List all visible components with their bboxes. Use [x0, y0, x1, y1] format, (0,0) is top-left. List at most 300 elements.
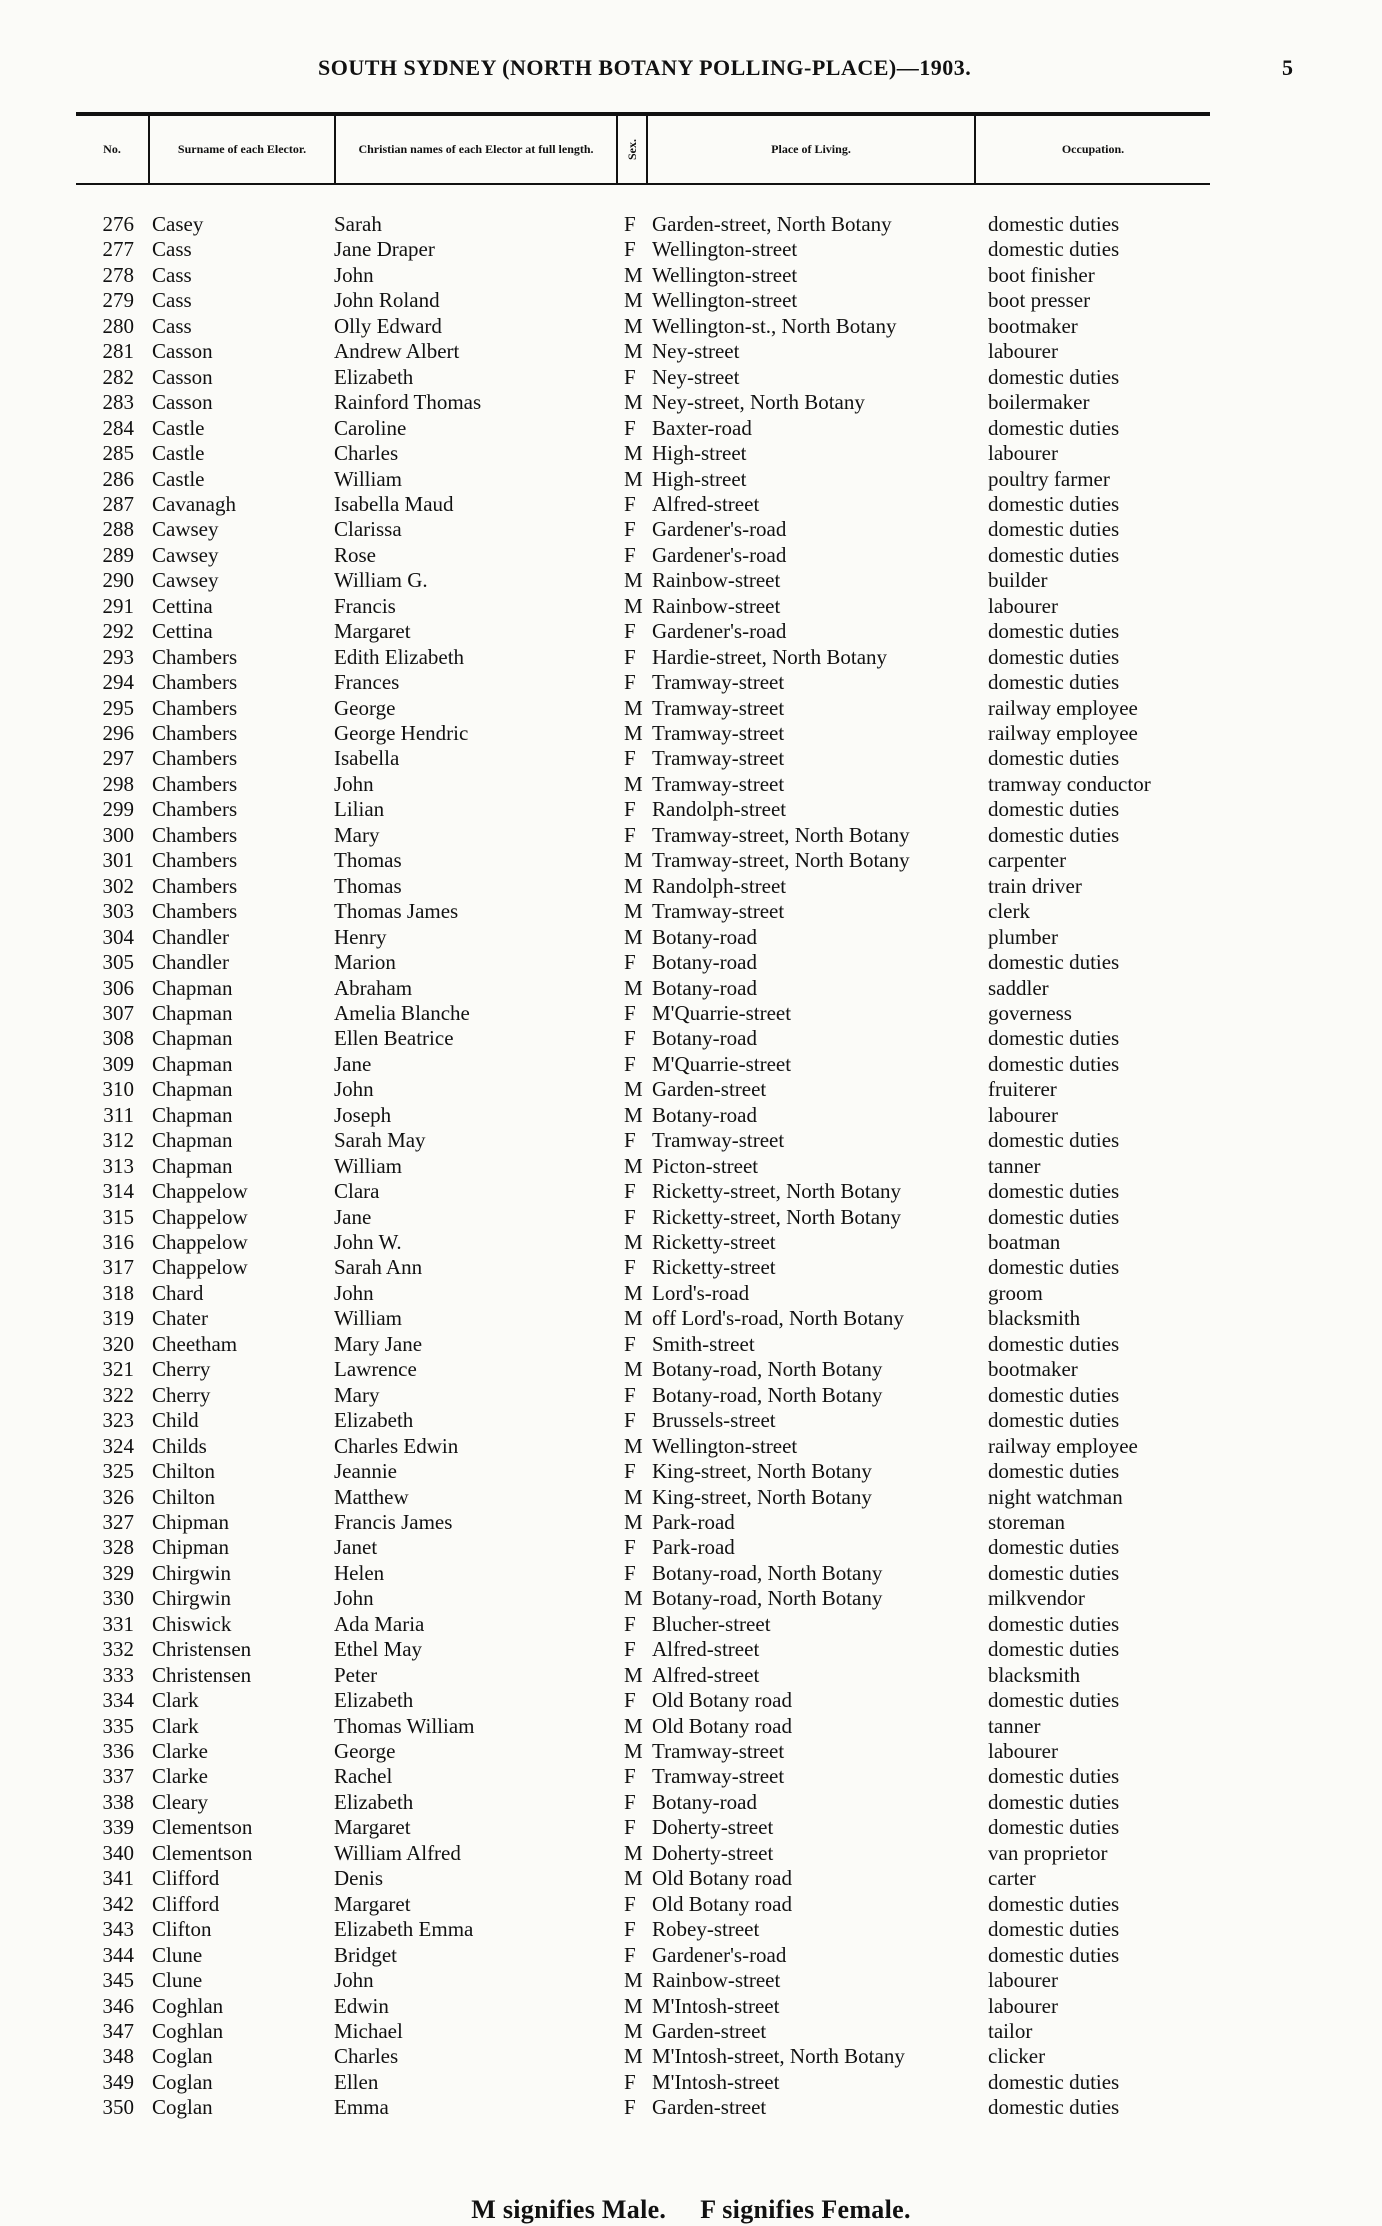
- elector-number: 320: [102, 1331, 134, 1356]
- elector-christian-names: Rachel: [334, 1764, 393, 1789]
- elector-occupation: labourer: [988, 441, 1058, 466]
- elector-christian-names: Peter: [334, 1662, 378, 1687]
- table-row: [0, 1128, 1382, 1154]
- elector-christian-names: Matthew: [334, 1484, 409, 1509]
- elector-sex: F: [624, 542, 636, 567]
- elector-number: 309: [102, 1051, 134, 1076]
- table-row: [0, 925, 1382, 951]
- table-row: [0, 1790, 1382, 1816]
- elector-occupation: domestic duties: [988, 212, 1120, 236]
- elector-surname: Chard: [152, 1280, 204, 1305]
- elector-place-of-living: Botany-road, North Botany: [652, 1357, 883, 1382]
- elector-occupation: tailor: [988, 2018, 1033, 2043]
- elector-place-of-living: Tramway-street: [652, 1764, 785, 1789]
- elector-number: 344: [102, 1942, 134, 1967]
- elector-occupation: domestic duties: [988, 1051, 1120, 1076]
- elector-number: 299: [102, 797, 134, 822]
- elector-place-of-living: Ney-street: [652, 339, 740, 364]
- elector-christian-names: John: [334, 771, 374, 796]
- table-row: [0, 746, 1382, 772]
- table-row: [0, 1434, 1382, 1460]
- elector-sex: M: [624, 390, 643, 415]
- elector-christian-names: Amelia Blanche: [334, 1000, 470, 1025]
- elector-christian-names: Francis: [334, 593, 396, 618]
- elector-surname: Clifton: [152, 1917, 212, 1942]
- elector-number: 296: [102, 721, 134, 745]
- elector-number: 294: [102, 670, 134, 695]
- table-row: [0, 2070, 1382, 2096]
- elector-surname: Chiswick: [152, 1611, 232, 1636]
- table-row: [0, 594, 1382, 620]
- elector-number: 287: [102, 491, 134, 516]
- elector-sex: M: [624, 1662, 643, 1687]
- elector-occupation: bootmaker: [988, 313, 1078, 338]
- elector-sex: F: [624, 1128, 636, 1153]
- elector-surname: Chapman: [152, 1102, 233, 1127]
- table-row: [0, 1586, 1382, 1612]
- elector-christian-names: John W.: [334, 1230, 402, 1254]
- elector-christian-names: William G.: [334, 568, 428, 593]
- elector-number: 342: [102, 1891, 134, 1916]
- table-row: [0, 1739, 1382, 1765]
- elector-sex: F: [624, 1560, 636, 1585]
- elector-occupation: tanner: [988, 1153, 1041, 1178]
- table-row: [0, 1408, 1382, 1434]
- elector-sex: M: [624, 721, 643, 745]
- elector-number: 318: [102, 1280, 134, 1305]
- table-row: [0, 797, 1382, 823]
- elector-number: 293: [102, 644, 134, 669]
- elector-place-of-living: Botany-road: [652, 1789, 757, 1814]
- elector-number: 301: [102, 848, 134, 873]
- table-row: [0, 365, 1382, 391]
- elector-sex: F: [624, 1000, 636, 1025]
- elector-number: 302: [102, 873, 134, 898]
- elector-surname: Christensen: [152, 1637, 252, 1662]
- elector-number: 277: [102, 237, 134, 262]
- elector-number: 288: [102, 517, 134, 542]
- elector-place-of-living: Picton-street: [652, 1153, 759, 1178]
- table-row: [0, 2044, 1382, 2070]
- elector-occupation: blacksmith: [988, 1662, 1081, 1687]
- elector-sex: M: [624, 2044, 643, 2069]
- elector-christian-names: Charles: [334, 2044, 399, 2069]
- elector-number: 308: [102, 1026, 134, 1051]
- elector-surname: Chapman: [152, 1077, 233, 1102]
- elector-occupation: bootmaker: [988, 1357, 1078, 1382]
- elector-christian-names: Elizabeth: [334, 1688, 414, 1713]
- elector-christian-names: John: [334, 1968, 374, 1993]
- elector-occupation: domestic duties: [988, 1789, 1120, 1814]
- elector-occupation: labourer: [988, 1102, 1058, 1127]
- elector-number: 348: [102, 2044, 134, 2069]
- elector-christian-names: William: [334, 1153, 402, 1178]
- elector-surname: Casson: [152, 339, 213, 364]
- elector-place-of-living: Alfred-street: [652, 1662, 760, 1687]
- elector-sex: F: [624, 950, 636, 975]
- elector-place-of-living: Rainbow-street: [652, 568, 781, 593]
- elector-occupation: domestic duties: [988, 1764, 1120, 1789]
- elector-number: 295: [102, 695, 134, 720]
- elector-christian-names: Jane: [334, 1204, 372, 1229]
- elector-sex: M: [624, 262, 643, 287]
- elector-sex: M: [624, 1433, 643, 1458]
- elector-surname: Castle: [152, 466, 205, 491]
- elector-occupation: labourer: [988, 1739, 1058, 1763]
- elector-number: 290: [102, 568, 134, 593]
- page-title: SOUTH SYDNEY (NORTH BOTANY POLLING-PLACE)—1903.: [318, 55, 972, 80]
- elector-number: 279: [102, 288, 134, 313]
- elector-number: 325: [102, 1459, 134, 1484]
- elector-christian-names: Thomas William: [334, 1713, 475, 1738]
- elector-place-of-living: Rainbow-street: [652, 1968, 781, 1993]
- table-row: [0, 339, 1382, 365]
- elector-surname: Chapman: [152, 975, 233, 1000]
- elector-occupation: railway employee: [988, 695, 1138, 720]
- table-row: [0, 1663, 1382, 1689]
- elector-christian-names: Jane: [334, 1051, 372, 1076]
- elector-occupation: fruiterer: [988, 1077, 1057, 1102]
- elector-place-of-living: Hardie-street, North Botany: [652, 644, 888, 669]
- elector-place-of-living: Old Botany road: [652, 1866, 792, 1891]
- elector-christian-names: Abraham: [334, 975, 413, 1000]
- elector-christian-names: John: [334, 1586, 374, 1611]
- table-row: [0, 721, 1382, 747]
- elector-place-of-living: Garden-street, North Botany: [652, 212, 892, 236]
- elector-sex: F: [624, 619, 636, 644]
- table-row: [0, 950, 1382, 976]
- elector-sex: F: [624, 1611, 636, 1636]
- elector-surname: Cavanagh: [152, 491, 236, 516]
- elector-number: 324: [102, 1433, 134, 1458]
- elector-sex: M: [624, 771, 643, 796]
- elector-christian-names: Denis: [334, 1866, 383, 1891]
- elector-surname: Chirgwin: [152, 1560, 231, 1585]
- elector-surname: Casson: [152, 364, 213, 389]
- elector-surname: Chipman: [152, 1509, 229, 1534]
- elector-occupation: domestic duties: [988, 1255, 1120, 1280]
- elector-number: 329: [102, 1560, 134, 1585]
- elector-christian-names: Thomas: [334, 848, 402, 873]
- elector-sex: M: [624, 1739, 643, 1763]
- elector-place-of-living: High-street: [652, 441, 747, 466]
- elector-surname: Chandler: [152, 924, 229, 949]
- elector-christian-names: Sarah Ann: [334, 1255, 423, 1280]
- elector-place-of-living: Alfred-street: [652, 1637, 760, 1662]
- table-row: [0, 1764, 1382, 1790]
- column-header-occupation: Occupation.: [974, 116, 1210, 183]
- elector-christian-names: Jane Draper: [334, 237, 435, 262]
- elector-occupation: domestic duties: [988, 2069, 1120, 2094]
- elector-christian-names: Mary Jane: [334, 1331, 423, 1356]
- elector-place-of-living: Wellington-st., North Botany: [652, 313, 897, 338]
- table-row: [0, 772, 1382, 798]
- elector-surname: Chambers: [152, 670, 238, 695]
- table-row: [0, 390, 1382, 416]
- elector-number: 276: [102, 212, 134, 236]
- elector-occupation: train driver: [988, 873, 1082, 898]
- elector-occupation: domestic duties: [988, 491, 1120, 516]
- elector-christian-names: Clarissa: [334, 517, 402, 542]
- elector-number: 319: [102, 1306, 134, 1331]
- elector-surname: Coglan: [152, 2044, 213, 2069]
- elector-christian-names: Bridget: [334, 1942, 397, 1967]
- elector-christian-names: Margaret: [334, 1891, 411, 1916]
- elector-number: 315: [102, 1204, 134, 1229]
- elector-surname: Casson: [152, 390, 213, 415]
- elector-sex: F: [624, 1637, 636, 1662]
- elector-place-of-living: King-street, North Botany: [652, 1484, 872, 1509]
- elector-sex: M: [624, 2018, 643, 2043]
- elector-occupation: domestic duties: [988, 1459, 1120, 1484]
- table-row: [0, 1052, 1382, 1078]
- elector-number: 312: [102, 1128, 134, 1153]
- elector-sex: F: [624, 1917, 636, 1942]
- elector-christian-names: Thomas: [334, 873, 402, 898]
- elector-occupation: domestic duties: [988, 1891, 1120, 1916]
- elector-sex: F: [624, 1459, 636, 1484]
- elector-occupation: railway employee: [988, 1433, 1138, 1458]
- elector-surname: Chilton: [152, 1459, 216, 1484]
- table-row: [0, 1205, 1382, 1231]
- male-legend: M signifies Male.: [471, 2195, 667, 2224]
- table-row: [0, 1917, 1382, 1943]
- elector-number: 332: [102, 1637, 134, 1662]
- elector-surname: Clarke: [152, 1739, 208, 1763]
- elector-place-of-living: M'Quarrie-street: [652, 1051, 792, 1076]
- elector-place-of-living: Wellington-street: [652, 262, 798, 287]
- elector-surname: Chappelow: [152, 1204, 248, 1229]
- elector-occupation: domestic duties: [988, 1560, 1120, 1585]
- elector-sex: F: [624, 644, 636, 669]
- elector-surname: Coglan: [152, 2095, 213, 2120]
- table-row: [0, 1637, 1382, 1663]
- elector-christian-names: Margaret: [334, 1815, 411, 1840]
- elector-number: 347: [102, 2018, 134, 2043]
- elector-place-of-living: Garden-street: [652, 1077, 767, 1102]
- elector-place-of-living: Wellington-street: [652, 288, 798, 313]
- elector-number: 338: [102, 1789, 134, 1814]
- elector-surname: Chilton: [152, 1484, 216, 1509]
- elector-number: 292: [102, 619, 134, 644]
- elector-place-of-living: Garden-street: [652, 2018, 767, 2043]
- elector-place-of-living: Wellington-street: [652, 1433, 798, 1458]
- table-row: [0, 416, 1382, 442]
- elector-surname: Chambers: [152, 771, 238, 796]
- elector-sex: M: [624, 1866, 643, 1891]
- elector-occupation: domestic duties: [988, 670, 1120, 695]
- elector-occupation: boot presser: [988, 288, 1091, 313]
- elector-sex: F: [624, 1382, 636, 1407]
- elector-number: 321: [102, 1357, 134, 1382]
- elector-surname: Chambers: [152, 899, 238, 924]
- elector-surname: Casey: [152, 212, 204, 236]
- elector-place-of-living: M'Intosh-street: [652, 2069, 780, 2094]
- elector-surname: Clune: [152, 1942, 203, 1967]
- table-row: [0, 441, 1382, 467]
- elector-place-of-living: Randolph-street: [652, 797, 787, 822]
- elector-occupation: domestic duties: [988, 1611, 1120, 1636]
- table-row: [0, 1688, 1382, 1714]
- elector-christian-names: Elizabeth: [334, 1408, 414, 1433]
- table-row: [0, 568, 1382, 594]
- elector-number: 291: [102, 593, 134, 618]
- elector-sex: M: [624, 1077, 643, 1102]
- elector-occupation: domestic duties: [988, 1688, 1120, 1713]
- table-row: [0, 1535, 1382, 1561]
- table-row: [0, 237, 1382, 263]
- elector-number: 304: [102, 924, 134, 949]
- elector-christian-names: Isabella: [334, 746, 400, 771]
- elector-number: 286: [102, 466, 134, 491]
- elector-christian-names: George Hendric: [334, 721, 469, 745]
- elector-occupation: domestic duties: [988, 746, 1120, 771]
- table-row: [0, 899, 1382, 925]
- table-row: [0, 823, 1382, 849]
- elector-surname: Cawsey: [152, 517, 219, 542]
- elector-occupation: domestic duties: [988, 1128, 1120, 1153]
- elector-occupation: domestic duties: [988, 415, 1120, 440]
- elector-number: 337: [102, 1764, 134, 1789]
- elector-place-of-living: Robey-street: [652, 1917, 760, 1942]
- elector-surname: Cheetham: [152, 1331, 238, 1356]
- elector-place-of-living: Doherty-street: [652, 1815, 774, 1840]
- elector-sex: F: [624, 822, 636, 847]
- elector-place-of-living: Botany-road, North Botany: [652, 1586, 883, 1611]
- elector-occupation: night watchman: [988, 1484, 1123, 1509]
- elector-surname: Chappelow: [152, 1255, 248, 1280]
- elector-occupation: domestic duties: [988, 542, 1120, 567]
- elector-surname: Cettina: [152, 619, 213, 644]
- elector-number: 340: [102, 1840, 134, 1865]
- elector-sex: F: [624, 212, 636, 236]
- elector-occupation: clicker: [988, 2044, 1046, 2069]
- elector-number: 345: [102, 1968, 134, 1993]
- elector-place-of-living: Gardener's-road: [652, 542, 787, 567]
- elector-number: 282: [102, 364, 134, 389]
- table-row: [0, 1357, 1382, 1383]
- elector-christian-names: George: [334, 695, 396, 720]
- elector-surname: Child: [152, 1408, 199, 1433]
- elector-surname: Cass: [152, 313, 192, 338]
- elector-occupation: clerk: [988, 899, 1030, 924]
- table-row: [0, 1281, 1382, 1307]
- elector-number: 350: [102, 2095, 134, 2120]
- elector-surname: Chappelow: [152, 1230, 248, 1254]
- column-header-row: [76, 112, 1210, 185]
- elector-place-of-living: Tramway-street: [652, 721, 785, 745]
- elector-christian-names: Janet: [334, 1535, 378, 1560]
- elector-christian-names: George: [334, 1739, 396, 1763]
- elector-place-of-living: Tramway-street: [652, 670, 785, 695]
- elector-sex: F: [624, 1688, 636, 1713]
- elector-sex: F: [624, 1408, 636, 1433]
- table-row: [0, 1103, 1382, 1129]
- elector-occupation: domestic duties: [988, 1535, 1120, 1560]
- elector-christian-names: Sarah May: [334, 1128, 426, 1153]
- table-row: [0, 2095, 1382, 2121]
- elector-number: 280: [102, 313, 134, 338]
- table-row: [0, 1459, 1382, 1485]
- table-row: [0, 670, 1382, 696]
- elector-sex: M: [624, 441, 643, 466]
- elector-surname: Cherry: [152, 1382, 211, 1407]
- elector-occupation: labourer: [988, 339, 1058, 364]
- elector-place-of-living: Ricketty-street: [652, 1230, 776, 1254]
- elector-place-of-living: Tramway-street: [652, 771, 785, 796]
- elector-number: 297: [102, 746, 134, 771]
- elector-sex: M: [624, 899, 643, 924]
- elector-sex: F: [624, 1789, 636, 1814]
- elector-occupation: tramway conductor: [988, 771, 1151, 796]
- elector-number: 298: [102, 771, 134, 796]
- elector-occupation: poultry farmer: [988, 466, 1110, 491]
- elector-number: 328: [102, 1535, 134, 1560]
- elector-sex: F: [624, 1942, 636, 1967]
- column-header-christian-names: Christian names of each Elector at full length.: [334, 116, 616, 183]
- table-row: [0, 1255, 1382, 1281]
- column-header-sex: Sex.: [616, 116, 646, 183]
- elector-surname: Chambers: [152, 822, 238, 847]
- elector-number: 317: [102, 1255, 134, 1280]
- elector-occupation: domestic duties: [988, 1637, 1120, 1662]
- table-row: [0, 1943, 1382, 1969]
- elector-christian-names: Elizabeth: [334, 1789, 414, 1814]
- elector-surname: Chambers: [152, 848, 238, 873]
- elector-christian-names: William Alfred: [334, 1840, 461, 1865]
- elector-place-of-living: Botany-road, North Botany: [652, 1382, 883, 1407]
- elector-number: 307: [102, 1000, 134, 1025]
- elector-sex: F: [624, 1535, 636, 1560]
- elector-place-of-living: Wellington-street: [652, 237, 798, 262]
- elector-christian-names: Lilian: [334, 797, 385, 822]
- elector-place-of-living: Ricketty-street, North Botany: [652, 1204, 902, 1229]
- elector-place-of-living: Tramway-street: [652, 899, 785, 924]
- elector-place-of-living: Botany-road: [652, 975, 757, 1000]
- elector-surname: Clarke: [152, 1764, 208, 1789]
- elector-place-of-living: Old Botany road: [652, 1891, 792, 1916]
- elector-christian-names: Michael: [334, 2018, 403, 2043]
- elector-place-of-living: Blucher-street: [652, 1611, 771, 1636]
- elector-place-of-living: Baxter-road: [652, 415, 752, 440]
- elector-surname: Cass: [152, 237, 192, 262]
- female-legend: F signifies Female.: [700, 2195, 911, 2224]
- elector-surname: Chirgwin: [152, 1586, 231, 1611]
- elector-sex: M: [624, 1484, 643, 1509]
- elector-number: 346: [102, 1993, 134, 2018]
- elector-sex: F: [624, 517, 636, 542]
- elector-sex: F: [624, 1891, 636, 1916]
- elector-surname: Clune: [152, 1968, 203, 1993]
- table-row: [0, 212, 1382, 238]
- elector-number: 281: [102, 339, 134, 364]
- table-row: [0, 492, 1382, 518]
- elector-christian-names: Ellen: [334, 2069, 379, 2094]
- table-row: [0, 1026, 1382, 1052]
- elector-place-of-living: Rainbow-street: [652, 593, 781, 618]
- column-header-surname: Surname of each Elector.: [148, 116, 334, 183]
- elector-number: 305: [102, 950, 134, 975]
- elector-christian-names: John: [334, 1280, 374, 1305]
- elector-place-of-living: Ricketty-street: [652, 1255, 776, 1280]
- elector-occupation: labourer: [988, 1968, 1058, 1993]
- elector-place-of-living: Ricketty-street, North Botany: [652, 1179, 902, 1204]
- elector-number: 326: [102, 1484, 134, 1509]
- elector-number: 289: [102, 542, 134, 567]
- elector-occupation: domestic duties: [988, 237, 1120, 262]
- elector-surname: Clifford: [152, 1891, 220, 1916]
- elector-sex: F: [624, 1255, 636, 1280]
